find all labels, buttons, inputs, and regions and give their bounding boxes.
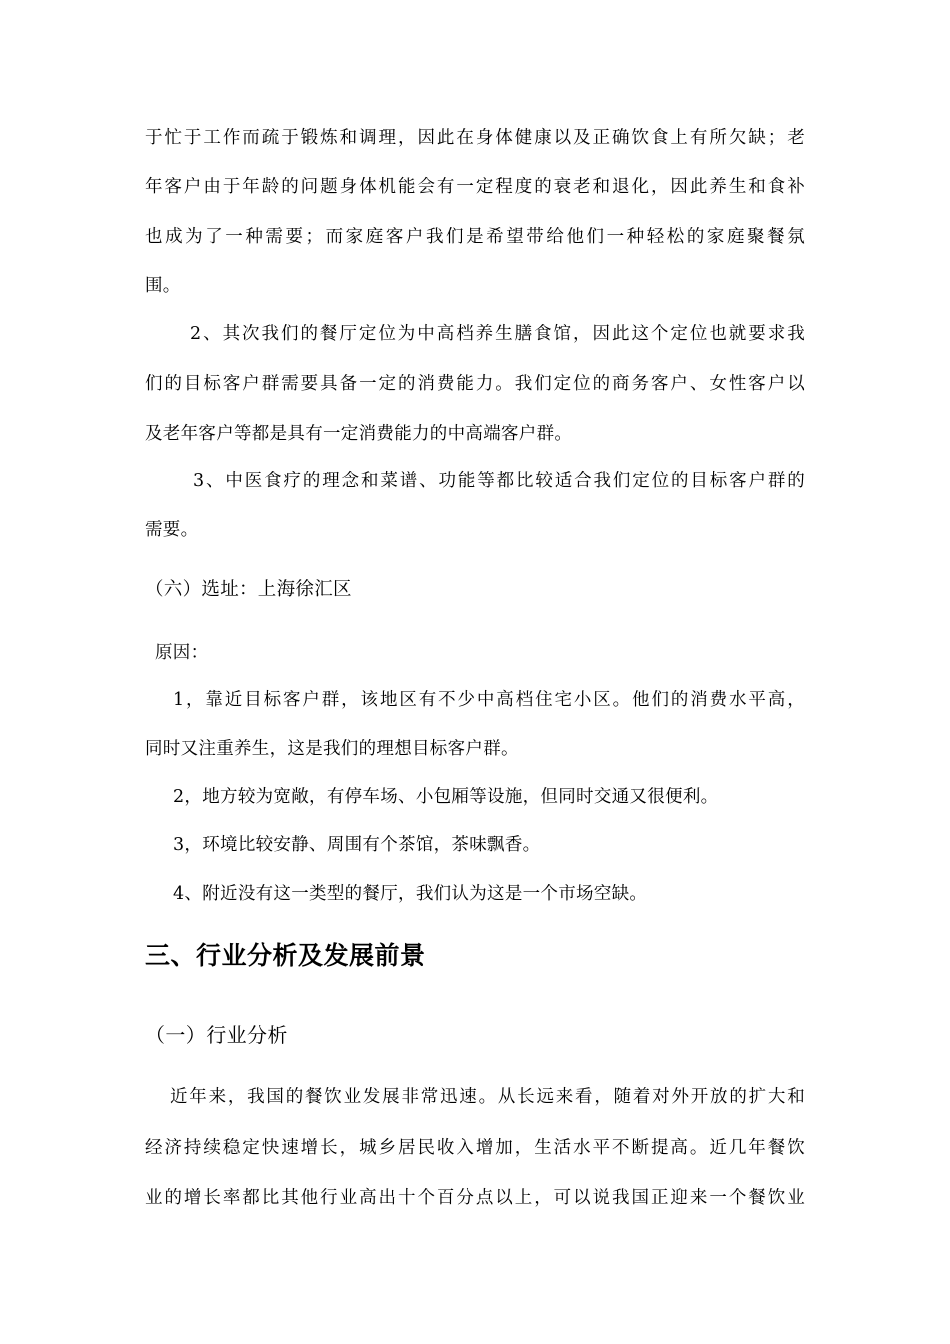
paragraph-line: 围。 [145,276,181,296]
list-item: 4、附近没有这一类型的餐厅，我们认为这是一个市场空缺。 [173,884,648,904]
paragraph-line: 2、其次我们的餐厅定位为中高档养生膳食馆，因此这个定位也就要求我 [190,324,805,344]
list-item: 1，靠近目标客户群，该地区有不少中高档住宅小区。他们的消费水平高， [173,690,805,710]
list-item-continuation: 同时又注重养生，这是我们的理想目标客户群。 [145,739,519,759]
paragraph-line: 于忙于工作而疏于锻炼和调理，因此在身体健康以及正确饮食上有所欠缺；老 [145,128,805,148]
paragraph-line: 近年来，我国的餐饮业发展非常迅速。从长远来看，随着对外开放的扩大和 [170,1087,805,1107]
location-heading: （六）选址：上海徐汇区 [145,579,352,600]
paragraph-line: 3、中医食疗的理念和菜谱、功能等都比较适合我们定位的目标客户群的 [193,471,805,491]
paragraph-line: 也成为了一种需要；而家庭客户我们是希望带给他们一种轻松的家庭聚餐氛 [145,227,805,247]
paragraph-line: 年客户由于年龄的问题身体机能会有一定程度的衰老和退化，因此养生和食补 [145,177,805,197]
list-item: 2，地方较为宽敞，有停车场、小包厢等设施，但同时交通又很便利。 [173,787,719,807]
list-item: 3，环境比较安静、周围有个茶馆，茶味飘香。 [173,835,541,855]
subsection-title: （一）行业分析 [145,1023,288,1047]
paragraph-line: 经济持续稳定快速增长，城乡居民收入增加，生活水平不断提高。近几年餐饮 [145,1138,805,1158]
paragraph-line: 们的目标客户群需要具备一定的消费能力。我们定位的商务客户、女性客户以 [145,374,805,394]
paragraph-line: 及老年客户等都是具有一定消费能力的中高端客户群。 [145,424,573,444]
paragraph-line: 业的增长率都比其他行业高出十个百分点以上，可以说我国正迎来一个餐饮业 [145,1188,805,1208]
reason-label: 原因： [155,643,209,663]
section-title: 三、行业分析及发展前景 [145,941,426,970]
paragraph-line: 需要。 [145,520,199,540]
